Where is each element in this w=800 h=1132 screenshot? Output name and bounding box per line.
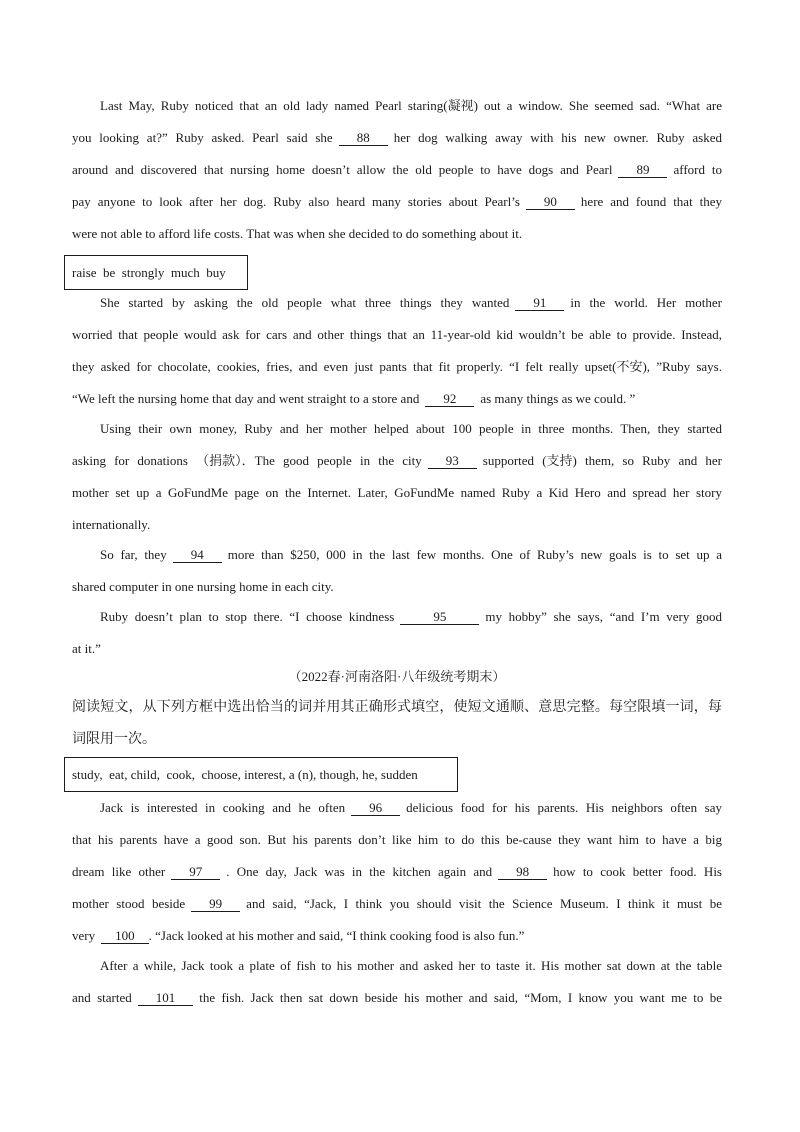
- line-text: delicious food for his parents. His neighbors often say: [406, 800, 722, 815]
- line-text: mother set up a GoFundMe page on the Internet. Later, GoFundMe named Ruby a Kid Hero and spread her story: [72, 485, 722, 500]
- blank-101: 101: [138, 990, 194, 1006]
- line-text: “We left the nursing home that day and went straight to a store and: [72, 391, 420, 406]
- line-text: in the world. Her mother: [570, 295, 722, 310]
- line-text: and started: [72, 990, 132, 1005]
- line-text: asking for donations （捐款）．The good people in the city: [72, 453, 422, 468]
- text-line: [72, 383, 722, 415]
- text-line: [72, 287, 722, 319]
- line-text: internationally.: [72, 517, 151, 532]
- text-line: [72, 186, 722, 218]
- line-text: very: [72, 928, 96, 943]
- text-line: [72, 950, 722, 982]
- blank-89: 89: [618, 162, 667, 178]
- line-text: afford to: [673, 162, 722, 177]
- source-note: （2022春·河南洛阳·八年级统考期末）: [288, 669, 506, 684]
- text-line: [72, 824, 722, 856]
- text-line: [72, 218, 722, 250]
- word-bank-box: raise be strongly much buy: [64, 255, 248, 290]
- text-line: [72, 122, 722, 154]
- text-line: [72, 856, 722, 888]
- blank-97: 97: [171, 864, 220, 880]
- line-text: So far, they: [100, 547, 167, 562]
- line-text: . “Jack looked at his mother and said, “I think cooking food is also fun.”: [148, 928, 525, 943]
- text-line: [72, 601, 722, 633]
- blank-91: 91: [515, 295, 564, 311]
- text-line: [72, 413, 722, 445]
- line-text: supported (支持) them, so Ruby and her: [482, 453, 722, 468]
- word-bank-box: study, eat, child, cook, choose, interest, a (n), though, he, sudden: [64, 757, 458, 792]
- blank-92: 92: [425, 391, 474, 407]
- blank-100: 100: [101, 928, 149, 944]
- line-text: here and found that they: [580, 194, 723, 209]
- line-text: After a while, Jack took a plate of fish to his mother and asked her to taste it. His mother sat down at the table: [100, 958, 722, 973]
- text-line: [72, 477, 722, 509]
- blank-90: 90: [526, 194, 575, 210]
- text-column: [72, 90, 722, 1014]
- blank-88: 88: [339, 130, 388, 146]
- line-text: her dog walking away with his new owner. Ruby asked: [393, 130, 723, 145]
- blank-98: 98: [498, 864, 547, 880]
- text-line: [72, 319, 722, 351]
- text-line: [72, 351, 722, 383]
- line-text: worried that people would ask for cars and other things that an 11-year-old kid wouldn’t be able to provide. Instead,: [72, 327, 722, 342]
- line-text: Last May, Ruby noticed that an old lady named Pearl staring(凝视) out a window. She seemed sad. “What are: [100, 98, 722, 113]
- text-line: [72, 539, 722, 571]
- text-line: [72, 445, 722, 477]
- line-text: shared computer in one nursing home in each city.: [72, 579, 334, 594]
- text-line: [72, 154, 722, 186]
- blank-95: 95: [400, 609, 479, 625]
- line-text: pay anyone to look after her dog. Ruby also heard many stories about Pearl’s: [72, 194, 520, 209]
- text-line: [72, 888, 722, 920]
- line-text: the fish. Jack then sat down beside his mother and said, “Mom, I know you want me to be: [199, 990, 722, 1005]
- line-text: Jack is interested in cooking and he often: [100, 800, 346, 815]
- line-text: Ruby doesn’t plan to stop there. “I choose kindness: [100, 609, 395, 624]
- line-text: and said, “Jack, I think you should visit the Science Museum. I think it must be: [246, 896, 722, 911]
- blank-99: 99: [191, 896, 240, 912]
- line-text: they asked for chocolate, cookies, fries, and even just pants that fit properly. “I felt really upset(不安), ”Ruby says.: [72, 359, 722, 374]
- line-text: as many things as we could. ”: [480, 391, 636, 406]
- line-text: around and discovered that nursing home doesn’t allow the old people to have dogs and Pearl: [72, 162, 613, 177]
- line-text: that his parents have a good son. But his parents don’t like him to do this be-cause they want him to have a big: [72, 832, 722, 847]
- text-line: [72, 509, 722, 541]
- line-text: Using their own money, Ruby and her mother helped about 100 people in three months. Then, they started: [100, 421, 722, 436]
- line-text: . One day, Jack was in the kitchen again and: [226, 864, 493, 879]
- text-line: [72, 792, 722, 824]
- line-text: were not able to afford life costs. That was when she decided to do something about it.: [72, 226, 523, 241]
- text-line: [72, 90, 722, 122]
- line-text: mother stood beside: [72, 896, 186, 911]
- instruction-line: 词限用一次。: [72, 732, 156, 747]
- line-text: how to cook better food. His: [553, 864, 722, 879]
- text-line: [72, 571, 722, 603]
- blank-96: 96: [351, 800, 400, 816]
- text-line: [72, 982, 722, 1014]
- blank-93: 93: [428, 453, 477, 469]
- line-text: dream like other: [72, 864, 166, 879]
- line-text: you looking at?” Ruby asked. Pearl said she: [72, 130, 333, 145]
- blank-94: 94: [173, 547, 222, 563]
- line-text: at it.”: [72, 641, 101, 656]
- line-text: She started by asking the old people what three things they wanted: [100, 295, 510, 310]
- text-line: [72, 920, 722, 952]
- line-text: more than $250, 000 in the last few months. One of Ruby’s new goals is to set up a: [227, 547, 722, 562]
- line-text: my hobby” she says, “and I’m very good: [485, 609, 722, 624]
- instruction-line: 阅读短文，从下列方框中选出恰当的词并用其正确形式填空，使短文通顺、意思完整。每空限填一词，每: [72, 700, 722, 715]
